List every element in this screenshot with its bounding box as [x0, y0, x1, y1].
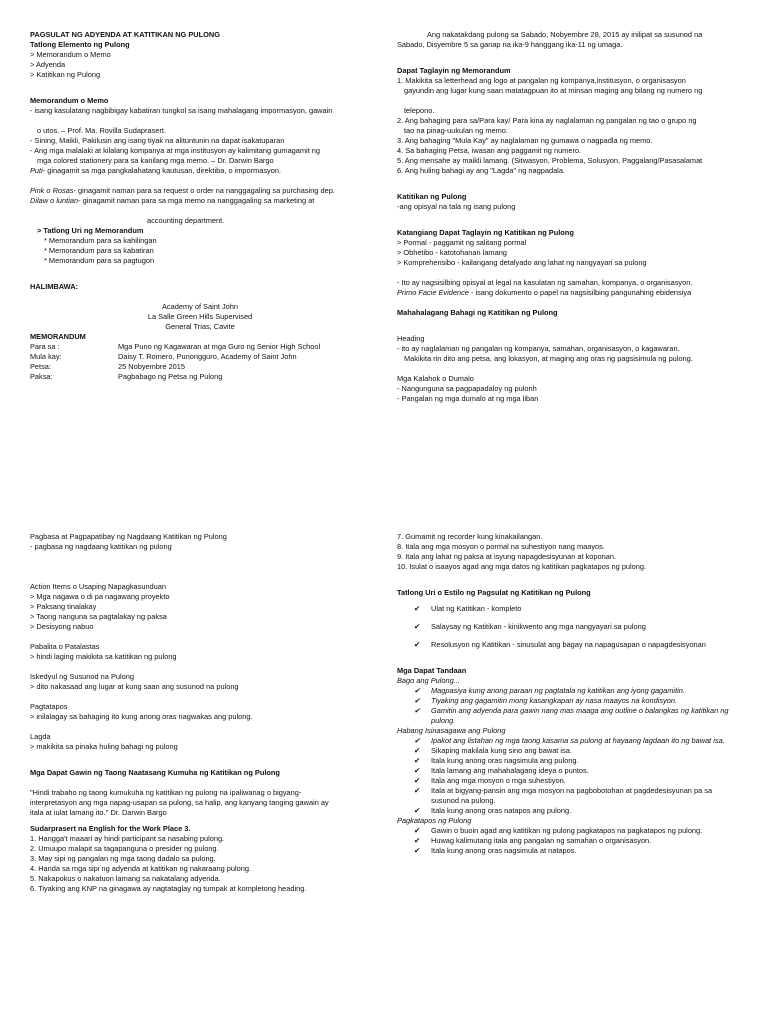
field-label: Petsa: [30, 362, 51, 371]
list-item: 8. Itala ang mga mosyon o pormal na suhestiyon nang maayos. [397, 542, 605, 551]
paragraph-line: Sabado, Disyembre 5 sa ganap na ika-9 hanggang ika-11 ng umaga. [397, 40, 623, 49]
section-heading: Mga Dapat Tandaan [397, 666, 467, 675]
section-heading: Mahahalagang Bahagi ng Katitikan ng Pulong [397, 308, 558, 317]
list-item: > Komprehensibo - kailangang detalyado ang lahat ng nangyayari sa pulong [397, 258, 647, 267]
list-item: 2. Ang bahaging para sa/Para kay/ Para kina ay naglalaman ng pangalan ng tao o grupo ng [397, 116, 697, 125]
list-item: 7. Gumamit ng recorder kung kinakailangan. [397, 532, 543, 541]
field-value: 25 Nobyembre 2015 [118, 362, 185, 371]
list-item: > Adyenda [30, 60, 66, 69]
term-definition: - ginagamit sa mga pangkalahatang kautusan, direktiba, o impormasyon. [42, 166, 282, 175]
example-label: HALIMBAWA: [30, 282, 79, 291]
section-heading: Lagda [30, 732, 51, 741]
section-heading: Katangiang Dapat Taglayin ng Katitikan ng Pulong [397, 228, 574, 237]
list-item: 5. Nakapokus o nakatuon lamang sa nakatalang adyenda. [30, 874, 221, 883]
term: Puti [30, 166, 43, 175]
field-value: Daisy T. Romero, Punongguro, Academy of Saint John [118, 352, 297, 361]
check-icon: ✔ [414, 696, 421, 705]
subsection-label: Pagkatapos ng Pulong [397, 816, 472, 825]
list-item: > makikita sa pinaka huling bahagi ng pulong [30, 742, 178, 751]
paragraph-line: Makikita rin dito ang petsa, ang lokasyon, at maging ang oras ng pagsisimula ng pulong. [404, 354, 693, 363]
checklist-item: ✔ Magpasiya kung anong paraan ng pagtatala ng katitikan ang iyong gagamitin. [414, 686, 685, 695]
field-label: Paksa: [30, 372, 53, 381]
page-top-left [30, 30, 370, 382]
paragraph-line: - isang kasulatang nagbibigay kabatiran tungkol sa isang mahalagang impormasyon, gawain [30, 106, 333, 115]
checklist-item: ✔ Itala kung anong oras natapos ang pulong. [414, 806, 572, 815]
list-item: * Memorandum para sa kahilingan [44, 236, 157, 245]
section-heading: Katitikan ng Pulong [397, 192, 467, 201]
list-item: > inilalagay sa bahaging ito kung anong oras nagwakas ang pulong. [30, 712, 253, 721]
checklist-item: ✔ Ipakot ang listahan ng mga taong kasama sa pulong at hayaang lagdaan ito ng bawat isa. [414, 736, 725, 745]
paragraph-line: mga colored stationery para sa kanilang mga memo. – Dr. Darwin Bargo [37, 156, 274, 165]
page-bottom-right [397, 532, 747, 856]
check-icon: ✔ [414, 826, 421, 835]
paragraph-line: - pagbasa ng nagdaang katitikan ng pulong [30, 542, 172, 551]
memorandum-label: MEMORANDUM [30, 332, 86, 341]
checklist-item: ✔ Itala kung anong oras nagsimula ang pulong. [414, 756, 579, 765]
paragraph-line: - Ito ay nagsisilbing opisyal at legal na kasulatan ng samahan, kompanya, o organisasyon. [397, 278, 693, 287]
list-item: 2. Umuupo malapit sa tagapanguna o presider ng pulong. [30, 844, 219, 853]
page-bottom-left [30, 532, 370, 894]
paragraph-line [30, 196, 370, 206]
field-label: Para sa : [30, 342, 60, 351]
list-item: - Nangunguna sa pagpapadaloy ng pulonh [397, 384, 537, 393]
check-icon: ✔ [414, 776, 421, 785]
quote-line: "Hindi trabaho ng taong kumukuha ng katitikan ng pulong na ipaliwanag o bigyang- [30, 788, 302, 797]
list-item: > dito nakasaad ang lugar at kung saan ang susunod na pulong [30, 682, 239, 691]
list-item: > Pormal - paggamit ng salitang pormal [397, 238, 527, 247]
checklist-item: ✔ Itala lamang ang mahahalagang ideya o puntos. [414, 766, 589, 775]
check-icon: ✔ [414, 806, 421, 815]
school-line: La Salle Green Hills Supervised [147, 312, 253, 321]
term: Primo Facie Evidence [397, 288, 469, 297]
memo-field-row [30, 342, 370, 352]
section-heading: Dapat Taglayin ng Memorandum [397, 66, 511, 75]
school-name: Academy of Saint John [161, 302, 238, 311]
paragraph-line [30, 186, 370, 196]
list-item: 3. Ang bahaging "Mula Kay" ay naglalaman ng gumawa o nagpadla ng memo. [397, 136, 653, 145]
list-item: 4. Handa sa mga sipi ng adyenda at katitikan ng nakaraang pulong. [30, 864, 252, 873]
check-icon: ✔ [414, 846, 421, 855]
list-item: 4. Sa bahaging Petsa, iwasan ang paggamit ng numero. [397, 146, 582, 155]
check-icon: ✔ [414, 756, 421, 765]
section-heading: Pagbasa at Pagpapatibay ng Nagdaang Katitikan ng Pulong [30, 532, 227, 541]
list-item: > Paksang tinalakay [30, 602, 97, 611]
section-heading: Memorandum o Memo [30, 96, 109, 105]
list-item-cont: tao na pinag-uukulan ng memo. [404, 126, 508, 135]
list-item: > Memorandum o Memo [30, 50, 111, 59]
checklist-item: ✔ Itala kung anong oras nagsimula at natapos. [414, 846, 577, 855]
paragraph-line: - ito ay naglalaman ng pangalan ng kompanya, samahan, organisasyon, o kagawaran. [397, 344, 680, 353]
checklist-item: ✔ Huwag kalimutang itala ang pangalan ng samahan o organisasyon. [414, 836, 652, 845]
list-item: 3. May sipi ng pangalan ng mga taong dadalo sa pulong. [30, 854, 216, 863]
check-icon: ✔ [414, 640, 421, 649]
term-definition: - ginagamit naman para sa mga memo na nanggagaling sa marketing at [78, 196, 315, 205]
subsection-label: Bago ang Pulong... [397, 676, 460, 685]
checklist-item: ✔ Gawin o buoin agad ang katitikan ng pulong pagkatapos na pagkatapos ng pulong. [414, 826, 703, 835]
paragraph-line: -ang opisyal na tala ng isang pulong [397, 202, 516, 211]
list-item: 1. Hangga't maaari ay hindi participant sa nasabing pulong. [30, 834, 225, 843]
term-definition: - isang dokumento o papel na nagsisilbing pangunahing ebidensiya [468, 288, 692, 297]
list-item: 9. Itala ang lahat ng paksa at isyung napagdesisyunan at koponan. [397, 552, 617, 561]
school-line: General Trias, Cavite [165, 322, 235, 331]
field-value: Mga Puno ng Kagawaran at mga Guro ng Senior High School [118, 342, 321, 351]
term: Pink o Rosas [30, 186, 74, 195]
paragraph-line [397, 288, 747, 298]
term: Dilaw o luntian [30, 196, 79, 205]
checklist-item: ✔ Sikaping makilala kung sino ang bawat isa. [414, 746, 572, 755]
memo-field-row [30, 362, 370, 372]
section-heading: Tatlong Elemento ng Pulong [30, 40, 130, 49]
paragraph-line: - Ang mga malalaki at kilalang kompanya at mga institusyon ay kalimitang gumagamit ng [30, 146, 321, 155]
subsection-heading: > Tatlong Uri ng Memorandum [37, 226, 144, 235]
check-icon: ✔ [414, 836, 421, 845]
section-heading: Iskedyul ng Susunod na Pulong [30, 672, 134, 681]
check-icon: ✔ [414, 746, 421, 755]
quote-line: interpretasyon ang mga napag-usapan sa pulong, sa halip, ang kanyang tanging gawain ay [30, 798, 329, 807]
memo-field-row [30, 372, 370, 382]
list-item: * Memorandum para sa pagtugon [44, 256, 155, 265]
subsection-label: Habang Isinasagawa ang Pulong [397, 726, 506, 735]
check-icon: ✔ [414, 686, 421, 695]
list-item: > Obhetibo - katotohanan lamang [397, 248, 507, 257]
list-item: 5. Ang mensahe ay maikli lamang. (Sitwasyon, Problema, Solusyon, Paggalang/Pasasalamat [397, 156, 703, 165]
paragraph-line: - Sining, Maikli, Pakilusin ang isang tiyak na alituntunin na dapat isakatuparan [30, 136, 285, 145]
list-item: > Taong nanguna sa pagtalakay ng paksa [30, 612, 167, 621]
document-title: PAGSULAT NG ADYENDA AT KATITIKAN NG PULONG [30, 30, 220, 39]
subsection-label: Heading [397, 334, 425, 343]
list-item: > Desisyong nabuo [30, 622, 94, 631]
list-item: > Mga nagawa o di pa nagawang proyekto [30, 592, 170, 601]
list-item: * Memorandum para sa kabatiran [44, 246, 154, 255]
checklist-item: ✔ Itala ang mga mosyon o mga suhestiyon. [414, 776, 566, 785]
paragraph-line: accounting department. [147, 216, 225, 225]
section-heading: Sudarprasert na English for the Work Place 3. [30, 824, 191, 833]
checklist-item: ✔ Tiyaking ang gagamitin mong kasangkapan ay nasa maayos na kondisyon. [414, 696, 678, 705]
section-heading: Action Items o Usaping Napagkasunduan [30, 582, 166, 591]
list-item: 6. Ang huling bahagi ay ang "Lagda" ng nagpadala. [397, 166, 565, 175]
check-icon: ✔ [414, 604, 421, 613]
section-heading: Mga Dapat Gawin ng Taong Naatasang Kumuha ng Katitikan ng Pulong [30, 768, 280, 777]
section-heading: Pabalita o Patalastas [30, 642, 100, 651]
page-top-right [397, 30, 747, 404]
section-heading: Tatlong Uri o Estilo ng Pagsulat ng Katitikan ng Pulong [397, 588, 591, 597]
check-icon: ✔ [414, 736, 421, 745]
check-icon: ✔ [414, 706, 421, 715]
list-item: 6. Tiyaking ang KNP na ginagawa ay nagtataglay ng tumpak at kompletong heading. [30, 884, 307, 893]
list-item: > hindi laging makikita sa katitikan ng pulong [30, 652, 177, 661]
checklist-item: ✔ Salaysay ng Katitikan - kinikwento ang mga nangyayari sa pulong [414, 622, 646, 631]
list-item: - Pangalan ng mga dumalo at ng mga liban [397, 394, 539, 403]
field-label: Mula kay: [30, 352, 62, 361]
subsection-label: Mga Kalahok o Dumalo [397, 374, 474, 383]
paragraph-line [30, 166, 370, 176]
check-icon: ✔ [414, 766, 421, 775]
checklist-item: ✔ Itala at bigyang-pansin ang mga mosyon na pagbobotohan at pagdedesisyunan pa sa susunod na pulong. [414, 786, 713, 805]
list-item: 10. Isulat o isaayos agad ang mga datos ng katitikan pagkatapos ng pulong. [397, 562, 646, 571]
memo-field-row [30, 352, 370, 362]
quote-line: itala at iulat lamang ito.'' Dr. Darwin Bargo [30, 808, 167, 817]
check-icon: ✔ [414, 622, 421, 631]
field-value: Pagbabago ng Petsa ng Pulong [118, 372, 223, 381]
list-item-cont: telepono. [404, 106, 435, 115]
checklist-item: ✔ Ulat ng Katitikan - kompleto [414, 604, 522, 613]
term-definition: - ginagamit naman para sa request o order na nanggagaling sa purchasing dep. [73, 186, 335, 195]
checklist-item: ✔ Gamitin ang adyenda para gawin nang mas maaga ang outline o balangkas ng katitikan ng pulong. [414, 706, 729, 725]
section-heading: Pagtatapos [30, 702, 68, 711]
list-item: 1. Makikita sa letterhead ang logo at pangalan ng kompanya,institusyon, o organisasyon [397, 76, 686, 85]
list-item: > Katitikan ng Pulong [30, 70, 101, 79]
list-item-cont: gayundin ang lugar kung saan matatagpuan ito at minsan maging ang bilang ng numero ng [404, 86, 703, 95]
check-icon: ✔ [414, 786, 421, 795]
paragraph-line: Ang nakatakdang pulong sa Sabado, Nobyembre 28, 2015 ay inilipat sa susunod na [427, 30, 703, 39]
paragraph-line: o utos. – Prof. Ma. Rovilla Sudaprasert. [37, 126, 166, 135]
checklist-item: ✔ Resolusyon ng Katitikan - sinusulat ang bagay na napagusapan o napagdesisyonan [414, 640, 706, 649]
